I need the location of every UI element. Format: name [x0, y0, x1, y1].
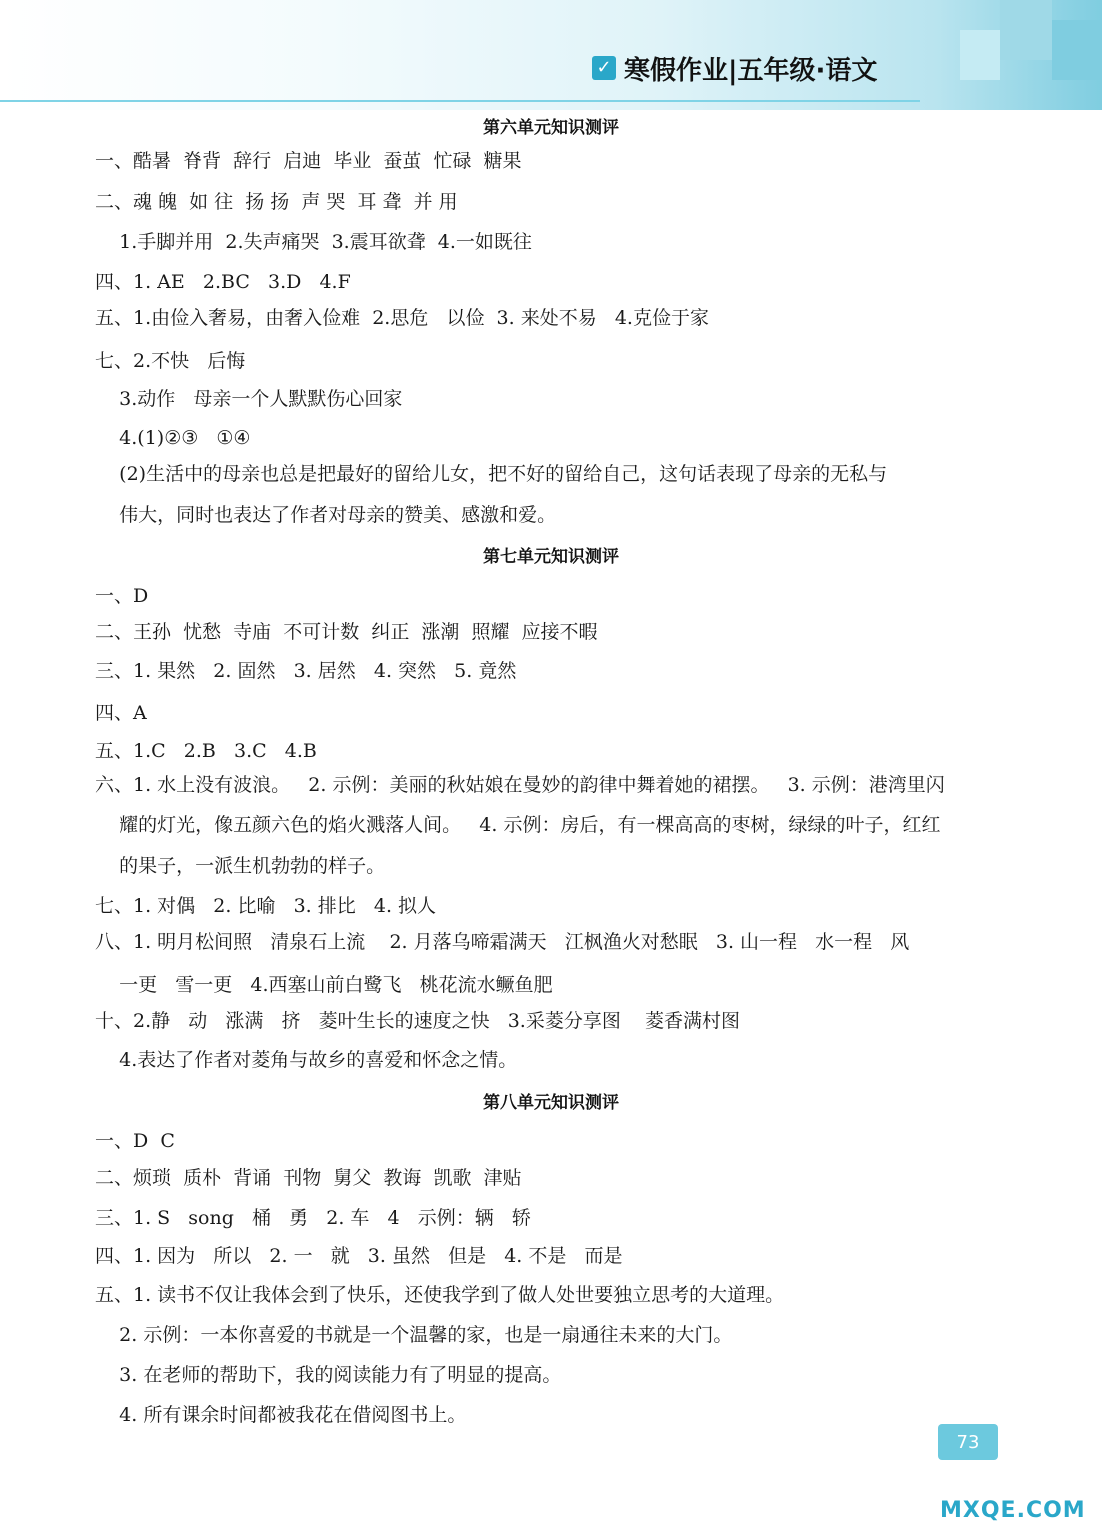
- page-number: 73: [938, 1424, 998, 1460]
- header-decor-block: [960, 30, 1000, 80]
- answer-line: 一、D: [95, 585, 149, 607]
- answer-line: (2)生活中的母亲也总是把最好的留给儿女，把不好的留给自己，这句话表现了母亲的无私与: [95, 463, 888, 485]
- answer-line: 伟大，同时也表达了作者对母亲的赞美、感激和爱。: [95, 504, 557, 526]
- answer-line: 一更 雪一更 4.西塞山前白鹭飞 桃花流水鳜鱼肥: [95, 974, 553, 996]
- answer-line: 的果子，一派生机勃勃的样子。: [95, 855, 386, 877]
- answer-line: 4.(1)②③ ①④: [95, 427, 251, 449]
- header-decor-block: [1052, 20, 1102, 80]
- answer-line: 三、1. S song 桶 勇 2. 车 4 示例：辆 轿: [95, 1207, 531, 1229]
- section-title: 第八单元知识测评: [483, 1093, 619, 1113]
- logo-icon: ✓: [592, 56, 616, 80]
- answer-line: 七、2.不快 后悔: [95, 350, 246, 372]
- answer-line: 十、2.静 动 涨满 挤 菱叶生长的速度之快 3.采菱分享图 菱香满村图: [95, 1010, 741, 1032]
- header-decor-block: [1000, 0, 1052, 60]
- answer-line: 八、1. 明月松间照 清泉石上流 2. 月落乌啼霜满天 江枫渔火对愁眠 3. 山一程 水一程 风: [95, 931, 910, 953]
- watermark: MXQE.COM: [940, 1498, 1086, 1523]
- answer-line: 4. 所有课余时间都被我花在借阅图书上。: [95, 1404, 467, 1426]
- section-title: 第七单元知识测评: [483, 547, 619, 567]
- header-band: [0, 0, 1102, 110]
- answer-line: 五、1.由俭入奢易，由奢入俭难 2.思危 以俭 3. 来处不易 4.克俭于家: [95, 307, 709, 329]
- answer-line: 二、王孙 忧愁 寺庙 不可计数 纠正 涨潮 照耀 应接不暇: [95, 621, 598, 643]
- answer-line: 四、1. AE 2.BC 3.D 4.F: [95, 271, 351, 293]
- answer-line: 二、魂 魄 如 往 扬 扬 声 哭 耳 聋 并 用: [95, 191, 458, 213]
- answer-line: 六、1. 水上没有波浪。 2. 示例：美丽的秋姑娘在曼妙的韵律中舞着她的裙摆。 3. 示例：港湾里闪: [95, 774, 945, 796]
- answer-line: 七、1. 对偶 2. 比喻 3. 排比 4. 拟人: [95, 895, 437, 917]
- section-title: 第六单元知识测评: [483, 118, 619, 138]
- answer-line: 1.手脚并用 2.失声痛哭 3.震耳欲聋 4.一如既往: [95, 231, 532, 253]
- answer-line: 4.表达了作者对菱角与故乡的喜爱和怀念之情。: [95, 1049, 518, 1071]
- answer-line: 三、1. 果然 2. 固然 3. 居然 4. 突然 5. 竟然: [95, 660, 517, 682]
- answer-line: 2. 示例：一本你喜爱的书就是一个温馨的家，也是一扇通往未来的大门。: [95, 1324, 733, 1346]
- header-title-text: 寒假作业|五年级·语文: [624, 55, 878, 86]
- answer-line: 二、烦琐 质朴 背诵 刊物 舅父 教诲 凯歌 津贴: [95, 1167, 522, 1189]
- header-divider: [0, 100, 920, 102]
- answer-line: 四、1. 因为 所以 2. 一 就 3. 虽然 但是 4. 不是 而是: [95, 1245, 623, 1267]
- answer-line: 耀的灯光，像五颜六色的焰火溅落人间。 4. 示例：房后，有一棵高高的枣树，绿绿的叶子，红红: [95, 814, 941, 836]
- answer-line: 一、D C: [95, 1130, 175, 1152]
- answer-line: 3.动作 母亲一个人默默伤心回家: [95, 388, 403, 410]
- answer-line: 五、1.C 2.B 3.C 4.B: [95, 740, 317, 762]
- header-title: [592, 48, 877, 88]
- answer-line: 一、酷暑 脊背 辞行 启迪 毕业 蚕茧 忙碌 糖果: [95, 150, 522, 172]
- answer-line: 五、1. 读书不仅让我体会到了快乐，还使我学到了做人处世要独立思考的大道理。: [95, 1284, 785, 1306]
- answer-line: 四、A: [95, 702, 147, 724]
- answer-line: 3. 在老师的帮助下，我的阅读能力有了明显的提高。: [95, 1364, 562, 1386]
